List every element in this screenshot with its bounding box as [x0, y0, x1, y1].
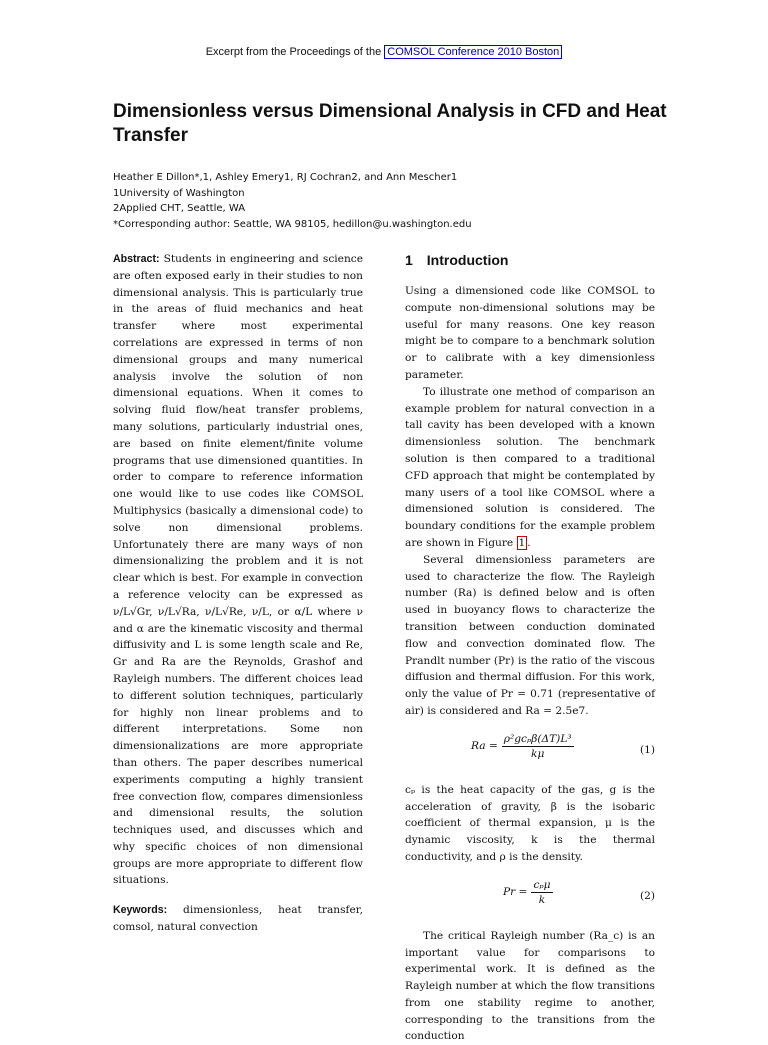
equation-1-formula [471, 732, 574, 761]
header-prefix: Excerpt from the Proceedings of the [205, 46, 382, 58]
abstract-label: Abstract: [113, 253, 160, 265]
equation-2-number: (2) [639, 889, 655, 902]
equation-1-lhs: Ra = [471, 739, 498, 752]
equation-1 [405, 732, 655, 772]
intro-paragraph-3: Several dimensionless parameters are used to characterize the flow. The Rayleigh number (Ra) is defined below and is often used in buoyancy flows to characterize the transition between conduction dominated flow and convection dominated flow. The Prandlt number (Pr) is the ratio of the viscous diffusion and thermal diffusion. For this work, only the value of Pr = 0.71 (representative of air) is considered and Ra = 2.5e7. [405, 553, 655, 717]
equation-2-formula [503, 878, 553, 907]
conference-link[interactable]: COMSOL Conference 2010 Boston [384, 45, 562, 59]
equation-2-denominator: k [538, 893, 546, 906]
author-list: Heather E Dillon*,1, Ashley Emery1, RJ Cochran2, and Ann Mescher1 [113, 172, 458, 183]
intro-paragraph-2-end: . [527, 536, 531, 549]
intro-paragraph-4: cₚ is the heat capacity of the gas, g is the acceleration of gravity, β is the isobaric coefficient of thermal expansion, μ is the dynamic viscosity, k is the thermal conductivity, and ρ is the density. [405, 783, 655, 863]
paper-title: Dimensionless versus Dimensional Analysis in CFD and Heat Transfer [113, 101, 667, 146]
equation-1-fraction [502, 732, 574, 761]
equation-2-numerator: cₚμ [533, 878, 551, 891]
section-heading-introduction [405, 251, 655, 269]
abstract-text: Students in engineering and science are often exposed early in their studies to non dimensional analysis. This is particularly true in the areas of fluid mechanics and heat transfer where most experimental correlations are expressed in terms of non dimensional groups and many numerical analysis involve the solution of non dimensional equations. When it comes to solving fluid flow/heat transfer problems, many solutions, particularly industrial ones, are based on finite element/finite volume programs that use dimensioned quantities. In order to compare to reference information one would like to use codes like COMSOL Multiphysics (basically a dimensional code) to solve non dimensional problems. Unfortunately there are many ways of non dimensionalizing the problem and it is not clear which is best. For example in convection a reference velocity can be expressed as ν/L√Gr, ν/L√Ra, ν/L√Re, ν/L, or α/L where ν and α are the kinematic viscosity and thermal diffusivity and L is some length scale and Re, Gr and Ra are the Reynolds, Grashof and Rayleigh numbers. The different choices lead to different solution techniques, particularly for highly non linear problems and to different interpretations. Some non dimensionalizations are more appropriate than others. The paper describes numerical experiments computing a highly transient free convection flow, compares dimensionless and dimensional results, the solution techniques used, and discusses which and why specific choices of non dimensional groups are more appropriate to different flow situations. [113, 253, 363, 887]
intro-paragraph-1: Using a dimensioned code like COMSOL to compute non-dimensional solutions may be useful for many reasons. One key reason might be to compare to a benchmark solution or to calibrate with a key dimensionless parameter. [405, 285, 655, 381]
equation-2-lhs: Pr = [503, 885, 528, 898]
author-block [113, 170, 673, 232]
abstract [113, 251, 363, 889]
intro-paragraph-5: The critical Rayleigh number (Ra_c) is an important value for comparisons to experimental work. It is defined as the Rayleigh number at which the flow transitions from one stability regime to another, corresponding to the transitions from the conduction [405, 929, 655, 1043]
equation-1-numerator: ρ²gcₚβ(ΔT)L³ [503, 732, 572, 745]
keywords [113, 902, 363, 936]
figure-1-link[interactable]: 1 [518, 536, 526, 549]
affiliation-2: 2Applied CHT, Seattle, WA [113, 203, 246, 214]
affiliation-1: 1University of Washington [113, 187, 245, 199]
equation-1-number: (1) [639, 743, 655, 756]
corresponding-author: *Corresponding author: Seattle, WA 98105, hedillon@u.washington.edu [113, 218, 472, 230]
right-column [405, 251, 655, 1045]
keywords-label: Keywords: [113, 904, 168, 916]
left-column [113, 251, 363, 889]
proceedings-header [0, 46, 768, 58]
keywords-text: dimensionless, heat transfer, comsol, natural convection [113, 904, 363, 933]
equation-1-denominator: kμ [531, 747, 545, 760]
equation-2-fraction [531, 878, 552, 907]
section-number: 1 [405, 252, 413, 268]
equation-2 [405, 878, 655, 918]
intro-paragraph-2 [405, 384, 655, 552]
section-title: Introduction [426, 252, 509, 268]
intro-paragraph-2-text: To illustrate one method of comparison an example problem for natural convection in a tall cavity has been developed with a known dimensionless solution. The benchmark solution is then compared to a traditional CFD approach that might be contemplated by many users of a tool like COMSOL where a dimensioned solution is considered. The boundary conditions for the example problem are shown in Figure [405, 385, 655, 549]
